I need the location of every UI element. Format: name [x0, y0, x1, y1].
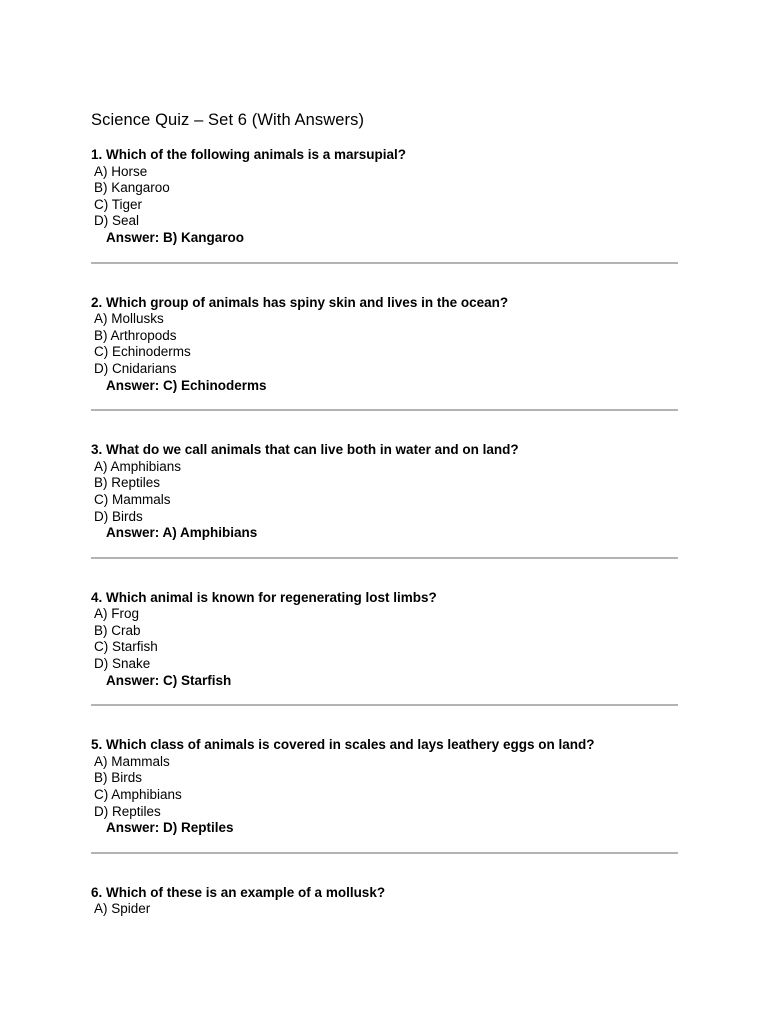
question-text: 3. What do we call animals that can live both in water and on land? [91, 442, 519, 458]
answer-option: A) Spider [94, 901, 151, 917]
correct-answer: Answer: A) Amphibians [106, 525, 258, 541]
answer-option: D) Snake [94, 656, 151, 672]
answer-option: A) Mammals [94, 753, 170, 769]
question-text: 2. Which group of animals has spiny skin and lives in the ocean? [91, 294, 509, 310]
answer-option: D) Birds [94, 508, 143, 524]
correct-answer: Answer: D) Reptiles [106, 820, 234, 836]
answer-option: C) Starfish [94, 639, 158, 655]
question-block [91, 885, 679, 918]
section-divider [91, 852, 678, 854]
answer-option: B) Crab [94, 622, 141, 638]
answer-option: B) Reptiles [94, 475, 161, 491]
answer-option: A) Amphibians [94, 458, 182, 474]
answer-option: A) Frog [94, 606, 140, 622]
section-divider [91, 262, 678, 264]
question-block [91, 295, 679, 395]
section-divider [91, 409, 678, 411]
answer-option: D) Reptiles [94, 803, 161, 819]
question-block [91, 442, 679, 542]
question-text: 1. Which of the following animals is a marsupial? [91, 147, 407, 162]
question-block [91, 737, 679, 837]
question-block [91, 147, 679, 247]
answer-option: D) Seal [94, 213, 140, 229]
document-title: Science Quiz – Set 6 (With Answers) [91, 111, 365, 129]
question-text: 4. Which animal is known for regenerating lost limbs? [91, 589, 437, 605]
answer-option: C) Mammals [94, 491, 171, 507]
document-page [91, 109, 679, 918]
correct-answer: Answer: C) Starfish [106, 672, 232, 688]
section-divider [91, 704, 678, 706]
answer-option: C) Tiger [94, 196, 143, 212]
question-text: 5. Which class of animals is covered in scales and lays leathery eggs on land? [91, 737, 595, 753]
correct-answer: Answer: B) Kangaroo [106, 229, 245, 245]
answer-option: A) Mollusks [94, 311, 164, 327]
answer-option: B) Kangaroo [94, 180, 170, 196]
answer-option: C) Amphibians [94, 787, 182, 803]
section-divider [91, 557, 678, 559]
correct-answer: Answer: C) Echinoderms [106, 377, 267, 393]
answer-option: C) Echinoderms [94, 344, 191, 360]
answer-option: D) Cnidarians [94, 360, 177, 376]
answer-option: A) Horse [94, 163, 148, 179]
question-block [91, 590, 679, 690]
answer-option: B) Birds [94, 770, 143, 786]
answer-option: B) Arthropods [94, 327, 177, 343]
question-text: 6. Which of these is an example of a mollusk? [91, 884, 386, 900]
